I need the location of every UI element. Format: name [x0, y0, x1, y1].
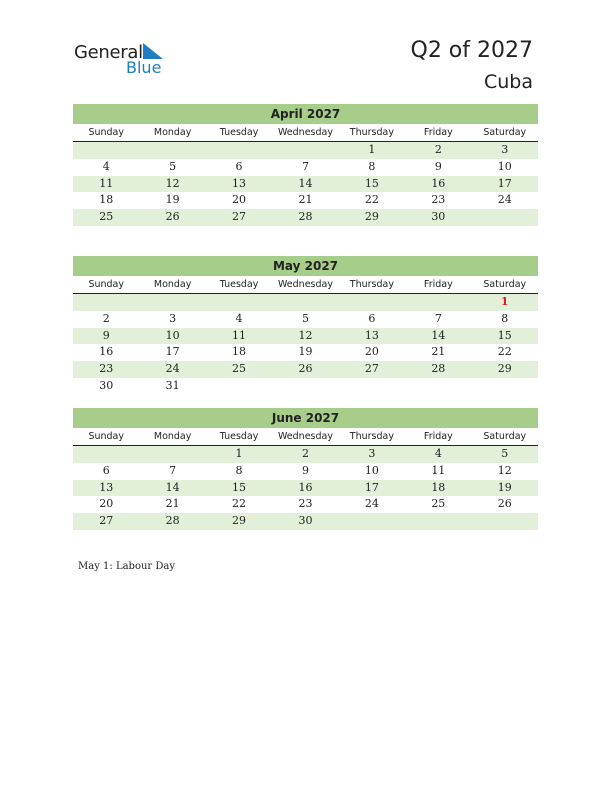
day-cell: 29	[497, 362, 512, 376]
weekday-label: Wednesday	[277, 431, 333, 442]
weekday-label: Wednesday	[277, 279, 333, 290]
day-cell: 21	[431, 345, 446, 359]
day-cell: 26	[298, 362, 313, 376]
day-cell: 25	[431, 497, 446, 511]
weekday-label: Sunday	[88, 431, 124, 442]
day-cell: 28	[431, 362, 446, 376]
day-cell: 19	[298, 345, 313, 359]
week-row	[73, 463, 538, 480]
weekday-label: Tuesday	[219, 431, 259, 442]
day-cell	[272, 294, 338, 311]
month-header: May 2027	[73, 256, 538, 276]
day-cell: 9	[434, 159, 442, 173]
day-cell: 30	[99, 378, 114, 392]
day-cell: 21	[165, 497, 180, 511]
day-cell: 13	[99, 480, 114, 494]
day-cell: 5	[301, 311, 309, 325]
weekday-label: Monday	[153, 431, 192, 442]
day-cell: 11	[232, 328, 247, 342]
weekday-label: Thursday	[349, 279, 394, 290]
page-title: Q2 of 2027	[410, 38, 533, 63]
week-row	[73, 176, 538, 193]
day-cell: 3	[501, 143, 509, 156]
weekday-label: Saturday	[483, 127, 527, 138]
week-row	[73, 209, 538, 226]
logo-blue-text: Blue	[126, 58, 162, 77]
weekday-header-row	[73, 428, 538, 446]
day-cell: 22	[364, 193, 379, 207]
day-cell: 12	[298, 328, 313, 342]
day-cell: 14	[431, 328, 446, 342]
day-cell: 11	[99, 176, 114, 190]
day-cell: 19	[497, 480, 512, 494]
day-cell: 28	[165, 514, 180, 528]
day-cell: 7	[169, 463, 177, 477]
day-cell: 1	[368, 143, 376, 156]
day-cell: 20	[364, 345, 379, 359]
week-row	[73, 344, 538, 361]
week-row	[73, 328, 538, 345]
day-cell	[206, 294, 272, 311]
day-cell: 19	[165, 193, 180, 207]
holiday-day-cell: 1	[500, 295, 509, 308]
day-cell: 11	[431, 463, 446, 477]
weekday-label: Tuesday	[219, 127, 259, 138]
holiday-note: May 1: Labour Day	[78, 561, 175, 572]
day-cell: 14	[298, 176, 313, 190]
week-row	[73, 496, 538, 513]
day-cell: 18	[431, 480, 446, 494]
day-cell: 29	[232, 514, 247, 528]
day-cell: 6	[235, 159, 243, 173]
day-cell	[405, 378, 471, 395]
day-cell	[339, 513, 405, 530]
weekday-label: Wednesday	[277, 127, 333, 138]
day-cell: 18	[232, 345, 247, 359]
week-row	[73, 513, 538, 530]
day-cell	[272, 378, 338, 395]
day-cell: 26	[165, 210, 180, 224]
day-cell: 28	[298, 210, 313, 224]
day-cell: 6	[102, 463, 110, 477]
day-cell: 30	[298, 514, 313, 528]
week-row	[73, 311, 538, 328]
weekday-header-row	[73, 276, 538, 294]
weekday-label: Saturday	[483, 431, 527, 442]
day-cell: 29	[364, 210, 379, 224]
day-cell: 10	[165, 328, 180, 342]
day-cell: 27	[364, 362, 379, 376]
day-cell	[472, 378, 538, 395]
day-cell: 16	[99, 345, 114, 359]
day-cell	[405, 294, 471, 311]
weekday-label: Friday	[423, 431, 453, 442]
day-cell: 1	[235, 447, 243, 460]
day-cell: 8	[368, 159, 376, 173]
day-cell: 4	[434, 447, 442, 460]
week-row	[73, 142, 538, 159]
country-name: Cuba	[483, 71, 533, 93]
day-cell: 20	[232, 193, 247, 207]
day-cell: 17	[165, 345, 180, 359]
weekday-label: Tuesday	[219, 279, 259, 290]
day-cell: 5	[169, 159, 177, 173]
day-cell: 8	[235, 463, 243, 477]
day-cell: 12	[497, 463, 512, 477]
day-cell: 22	[497, 345, 512, 359]
day-cell	[405, 513, 471, 530]
day-cell: 9	[301, 463, 309, 477]
day-cell: 10	[364, 463, 379, 477]
generalblue-logo	[74, 40, 174, 80]
logo-general-text: General	[74, 42, 143, 63]
day-cell: 24	[165, 362, 180, 376]
month-calendar-june	[73, 408, 538, 530]
day-cell	[206, 142, 272, 159]
week-row	[73, 294, 538, 311]
day-cell: 13	[232, 176, 247, 190]
day-cell: 23	[431, 193, 446, 207]
day-cell: 23	[298, 497, 313, 511]
day-cell: 8	[501, 311, 509, 325]
day-cell	[73, 142, 139, 159]
day-cell: 24	[364, 497, 379, 511]
weekday-label: Friday	[423, 127, 453, 138]
day-cell: 14	[165, 480, 180, 494]
month-header: April 2027	[73, 104, 538, 124]
day-cell	[139, 294, 205, 311]
week-row	[73, 378, 538, 395]
week-row	[73, 159, 538, 176]
day-cell: 3	[169, 311, 177, 325]
weekday-header-row	[73, 124, 538, 142]
week-row	[73, 361, 538, 378]
day-cell: 16	[431, 176, 446, 190]
weekday-label: Thursday	[349, 127, 394, 138]
month-calendar-may	[73, 256, 538, 395]
weekday-label: Sunday	[88, 127, 124, 138]
day-cell	[472, 513, 538, 530]
day-cell: 27	[232, 210, 247, 224]
day-cell: 4	[235, 311, 243, 325]
month-header: June 2027	[73, 408, 538, 428]
day-cell: 4	[102, 159, 110, 173]
weekday-label: Saturday	[483, 279, 527, 290]
day-cell: 21	[298, 193, 313, 207]
weekday-label: Sunday	[88, 279, 124, 290]
day-cell: 24	[497, 193, 512, 207]
weekday-label: Monday	[153, 127, 192, 138]
day-cell: 23	[99, 362, 114, 376]
day-cell: 25	[232, 362, 247, 376]
day-cell: 2	[301, 447, 309, 460]
day-cell: 2	[434, 143, 442, 156]
day-cell: 25	[99, 210, 114, 224]
day-cell: 12	[165, 176, 180, 190]
weekday-label: Thursday	[349, 431, 394, 442]
day-cell: 7	[301, 159, 309, 173]
day-cell	[139, 446, 205, 463]
day-cell: 13	[364, 328, 379, 342]
day-cell: 26	[497, 497, 512, 511]
day-cell: 2	[102, 311, 110, 325]
day-cell	[73, 446, 139, 463]
day-cell	[272, 142, 338, 159]
day-cell: 31	[165, 378, 180, 392]
weekday-label: Monday	[153, 279, 192, 290]
day-cell: 15	[364, 176, 379, 190]
holiday-notes	[78, 561, 175, 572]
day-cell: 17	[364, 480, 379, 494]
day-cell	[73, 294, 139, 311]
day-cell: 27	[99, 514, 114, 528]
day-cell: 16	[298, 480, 313, 494]
week-row	[73, 480, 538, 497]
day-cell: 18	[99, 193, 114, 207]
day-cell: 15	[232, 480, 247, 494]
day-cell	[139, 142, 205, 159]
day-cell	[206, 378, 272, 395]
week-row	[73, 192, 538, 209]
month-calendar-april	[73, 104, 538, 226]
weekday-label: Friday	[423, 279, 453, 290]
day-cell: 5	[501, 447, 509, 460]
day-cell: 3	[368, 447, 376, 460]
day-cell: 22	[232, 497, 247, 511]
day-cell: 30	[431, 210, 446, 224]
day-cell: 7	[434, 311, 442, 325]
day-cell	[339, 378, 405, 395]
day-cell: 17	[497, 176, 512, 190]
day-cell	[339, 294, 405, 311]
day-cell: 6	[368, 311, 376, 325]
day-cell: 9	[102, 328, 110, 342]
day-cell: 15	[497, 328, 512, 342]
week-row	[73, 446, 538, 463]
day-cell	[472, 209, 538, 226]
day-cell: 20	[99, 497, 114, 511]
day-cell: 10	[497, 159, 512, 173]
